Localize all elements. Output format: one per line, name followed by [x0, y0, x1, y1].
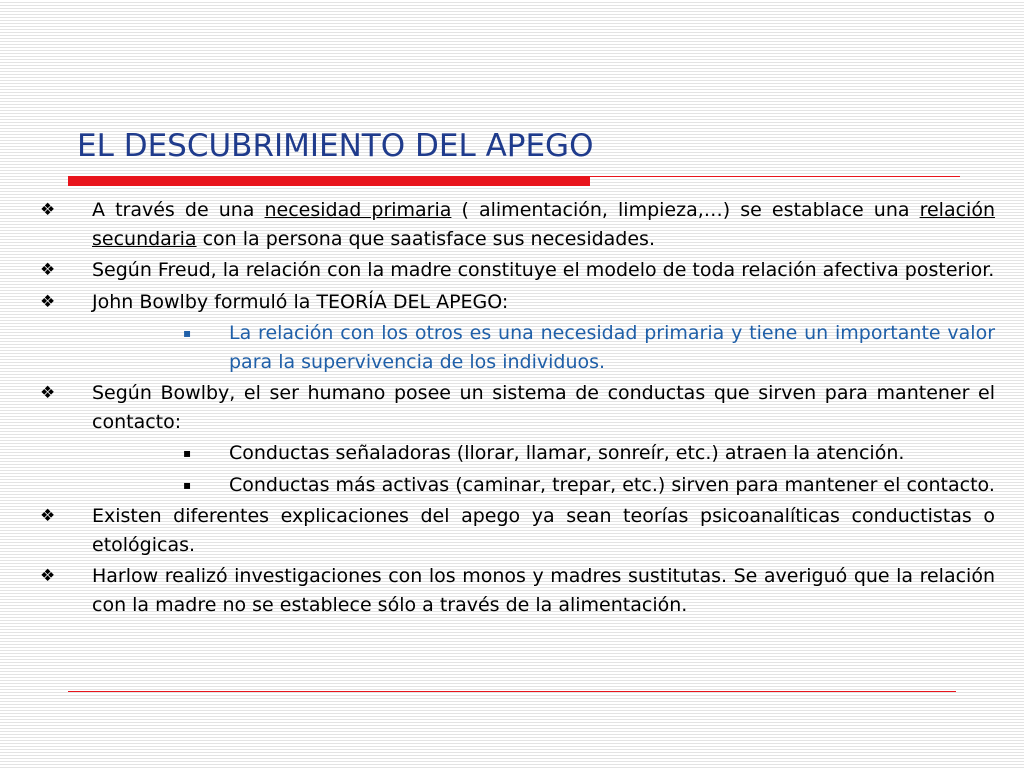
- small-square-icon: ▪: [183, 326, 192, 340]
- small-square-icon: ▪: [183, 477, 192, 492]
- underlined-term: necesidad primaria: [264, 199, 452, 221]
- footer-divider: [68, 691, 956, 692]
- diamond-four-icon: ❖: [40, 566, 56, 586]
- list-item-text-part: A través de una: [92, 199, 265, 221]
- sub-list-item-text: La relación con los otros es una necesidad primaria y tiene un importante valor para la supervivencia de los individuos.: [229, 322, 995, 373]
- slide-title: EL DESCUBRIMIENTO DEL APEGO: [77, 128, 594, 164]
- diamond-four-icon: ❖: [40, 506, 56, 526]
- list-item-text-part: con la persona que saatisface sus necesidades.: [196, 227, 655, 250]
- small-square-icon: ▪: [183, 446, 192, 460]
- list-item-text: John Bowlby formuló la TEORÍA DEL APEGO:: [92, 290, 509, 313]
- diamond-four-icon: ❖: [40, 200, 56, 220]
- list-item: [40, 256, 995, 285]
- list-item: [40, 196, 995, 253]
- sub-list-item: [40, 471, 995, 500]
- list-item-text: Según Bowlby, el ser humano posee un sistema de conductas que sirven para mantener el contacto:: [92, 382, 995, 433]
- list-item-text: Harlow realizó investigaciones con los monos y madres sustitutas. Se averiguó que la relación con la madre no se establece sólo a través de la alimentación.: [92, 565, 995, 616]
- sub-list-item: [40, 319, 995, 376]
- diamond-four-icon: ❖: [40, 383, 56, 403]
- list-item-text: Existen diferentes explicaciones del apego ya sean teorías psicoanalíticas conductistas o etológicas.: [92, 505, 995, 556]
- list-item: [40, 562, 995, 619]
- sub-list-item: [40, 439, 995, 468]
- underlined-term: relación secundaria: [92, 199, 995, 250]
- list-item-text-part: ( alimentación, limpieza,…) se establace una: [451, 199, 920, 221]
- sub-list-item-text: Conductas más activas (caminar, trepar, etc.) sirven para mantener el contacto.: [229, 473, 995, 496]
- bullet-list: [40, 196, 995, 622]
- diamond-four-icon: ❖: [40, 291, 56, 312]
- list-item: [40, 288, 995, 317]
- title-accent-bar: [68, 176, 590, 186]
- diamond-four-icon: ❖: [40, 260, 56, 280]
- list-item: [40, 502, 995, 559]
- list-item: [40, 379, 995, 436]
- title-accent-line: [590, 176, 960, 177]
- sub-list-item-text: Conductas señaladoras (llorar, llamar, sonreír, etc.) atraen la atención.: [229, 442, 905, 464]
- list-item-text: Según Freud, la relación con la madre constituye el modelo de toda relación afectiva posterior.: [92, 259, 995, 281]
